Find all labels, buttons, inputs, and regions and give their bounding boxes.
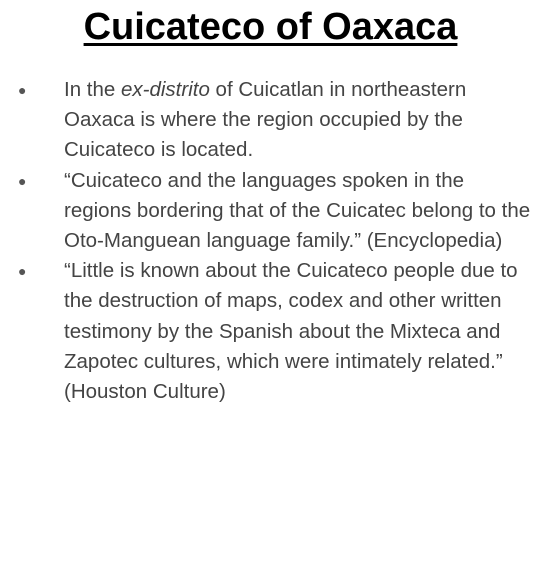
bullet-item-history [0,256,541,407]
bullet-text: “Little is known about the Cuicateco people due to the destruction of maps, codex and other written testimony by the Spanish about the Mixteca and Zapotec cultures, which were intimately related.” (Houston Culture) [64,259,518,404]
bullet-dot-icon: ● [18,82,27,98]
bullet-text-prefix: In the [64,78,121,101]
bullet-text-suffix: of Cuicatlan in northeastern Oaxaca is where the region occupied by the Cuicateco is located. [64,78,467,162]
bullet-item-language [0,166,541,257]
bullet-text-emphasis: ex-distrito [121,78,210,101]
bullet-item-location [0,75,541,166]
bullet-list [0,75,541,407]
bullet-dot-icon: ● [18,172,27,189]
slide-title: Cuicateco of Oaxaca [83,6,458,48]
bullet-text: “Cuicateco and the languages spoken in the regions bordering that of the Cuicatec belong to the Oto-Manguean language family.” (Encyclopedia) [64,168,531,253]
bullet-dot-icon: ● [18,263,27,280]
